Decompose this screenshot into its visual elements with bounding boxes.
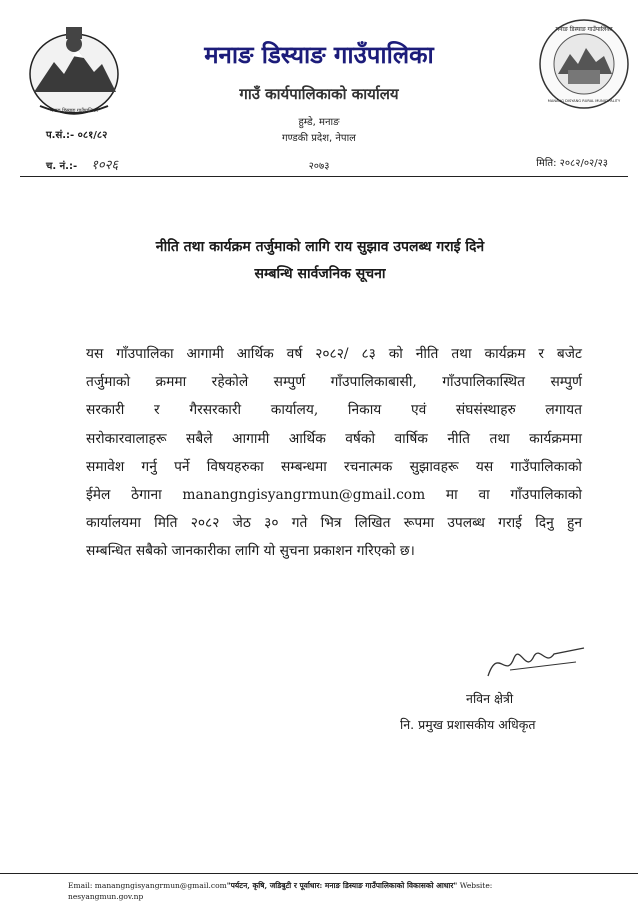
- seal-bottom-text: MANANG DISYANG RURAL MUNICIPALITY: [547, 99, 621, 103]
- body-line: ईमेल ठेगाना manangngisyangrmun@gmail.com मा वा गाँउपालिकाको: [86, 487, 582, 504]
- footer-website: nesyangmun.gov.np: [68, 892, 144, 901]
- handwritten-signature-icon: [480, 636, 590, 686]
- municipality-title: मनाङ डिस्याङ गाउँपालिका: [204, 40, 434, 69]
- subject-line-2: सम्बन्धि सार्वजनिक सूचना: [254, 266, 386, 282]
- subject-line-1: नीति तथा कार्यक्रम तर्जुमाको लागि राय सुझाव उपलब्ध गराई दिने: [155, 239, 485, 255]
- dispatch-handwritten-number: १०२६: [91, 158, 119, 173]
- footer: [68, 880, 628, 902]
- address-line-1: हुम्डे, मनाङ: [298, 117, 340, 128]
- address-line-2: गण्डकी प्रदेश, नेपाल: [282, 133, 356, 144]
- header-divider: [20, 176, 628, 177]
- footer-email: Email: manangngisyangrmun@gmail.com: [68, 881, 227, 890]
- office-name: गाउँ कार्यपालिकाको कार्यालय: [239, 85, 399, 103]
- established-year: २०७३: [308, 161, 330, 172]
- body-line: सरकारी र गैरसरकारी कार्यालय, निकाय एवं संघसंस्थाहरु लगायत: [86, 402, 582, 419]
- seal-top-text: मनाङ डिस्याङ गाउँपालिका: [555, 26, 613, 33]
- body-line: यस गाँउपालिका आगामी आर्थिक वर्ष २०८२/ ८३ को नीति तथा कार्यक्रम र बजेट: [86, 346, 582, 362]
- footer-divider: [0, 873, 638, 874]
- body-line: कार्यालयमा मिति २०८२ जेठ ३० गते भित्र लिखित रूपमा उपलब्ध गराई दिनु हुन: [86, 515, 582, 532]
- signatory-designation: नि. प्रमुख प्रशासकीय अधिकृत: [400, 717, 536, 732]
- notice-subject: [60, 234, 580, 288]
- footer-website-label: Website:: [457, 881, 493, 890]
- signatory-name: नविन क्षेत्री: [466, 691, 514, 706]
- dispatch-number: [46, 155, 118, 173]
- body-line: सरोकारवालाहरू सबैले आगामी आर्थिक वर्षको वार्षिक नीति तथा कार्यक्रममा: [86, 430, 582, 447]
- notice-body: [86, 340, 582, 566]
- body-line: समावेश गर्नु पर्ने विषयहरुका सम्बन्धमा रचनात्मक सुझावहरू यस गाउँपालिकाको: [86, 458, 582, 475]
- letter-date: मिति: २०८२/०२/२३: [536, 158, 608, 169]
- footer-slogan: "पर्यटन, कृषि, जडिबुटी र पूर्वाधार: मनाङ डिस्याङ गाउँपालिकाको विकासको आधार": [226, 881, 458, 890]
- emblem-ribbon-text: मनाङ डिस्याङ गाउँपालिका: [50, 108, 98, 114]
- reference-number: प.सं.:- ०८१/८२: [46, 130, 108, 141]
- dispatch-label: च. नं.:-: [46, 161, 78, 172]
- body-line: तर्जुमाको क्रममा रहेकोले सम्पुर्ण गाँउपालिकाबासी, गाँउपालिकास्थित सम्पुर्ण: [86, 374, 582, 391]
- body-line: सम्बन्धित सबैको जानकारीका लागि यो सुचना प्रकाशन गरिएको छ।: [86, 543, 415, 560]
